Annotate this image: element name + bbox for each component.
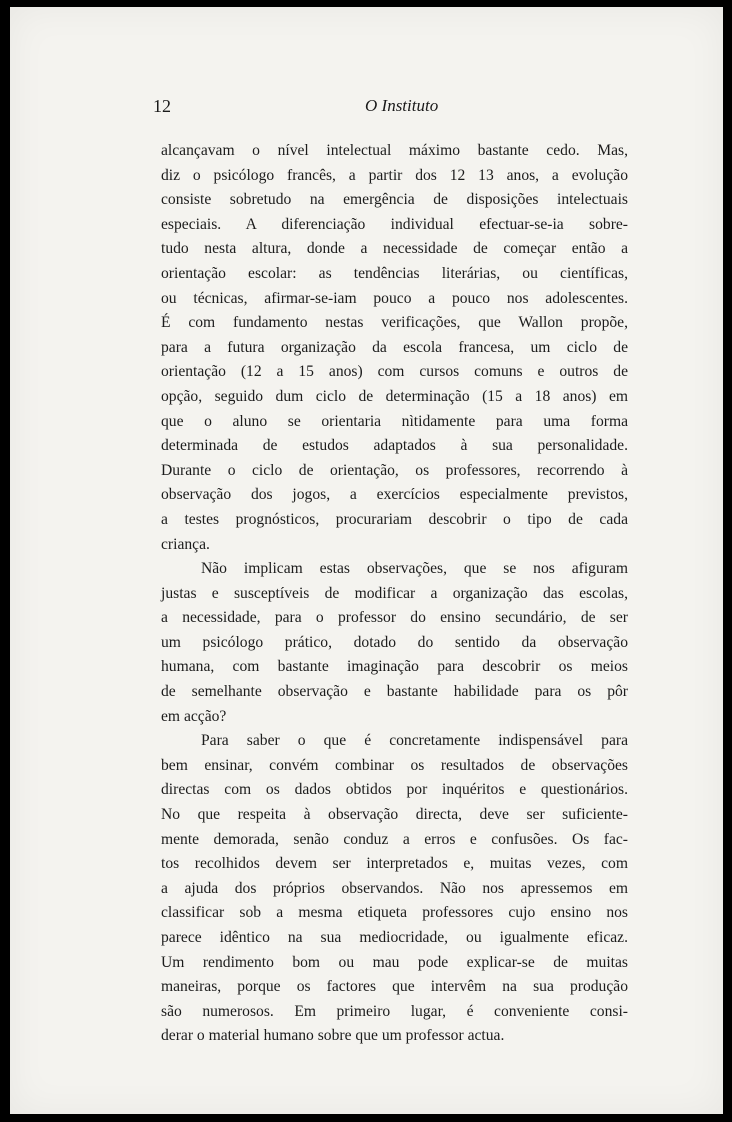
text-line: É com fundamento nestas verificações, que Wallon propõe,	[161, 314, 628, 332]
text-line: Um rendimento bom ou mau pode explicar-se de muitas	[161, 953, 628, 971]
text-line: derar o material humano sobre que um professor actua.	[161, 1027, 505, 1045]
book-page	[10, 7, 723, 1114]
text-line: maneiras, porque os factores que intervêm na sua produção	[161, 978, 628, 996]
text-line: orientação (12 a 15 anos) com cursos comuns e outros de	[161, 363, 628, 381]
text-line: bem ensinar, convém combinar os resultados de observações	[161, 756, 628, 774]
text-line: mente demorada, senão conduz a erros e confusões. Os fac-	[161, 830, 628, 848]
text-line: alcançavam o nível intelectual máximo bastante cedo. Mas,	[161, 142, 628, 159]
text-line: criança.	[161, 535, 210, 553]
text-line: directas com os dados obtidos por inquéritos e questionários.	[161, 781, 628, 799]
paragraph	[161, 557, 628, 729]
text-line: opção, seguido dum ciclo de determinação (15 a 18 anos) em	[161, 387, 628, 405]
text-line: especiais. A diferenciação individual efectuar-se-ia sobre-	[161, 215, 628, 233]
text-line: consiste sobretudo na emergência de disposições intelectuais	[161, 191, 628, 209]
text-line: Durante o ciclo de orientação, os professores, recorrendo à	[161, 461, 628, 479]
text-line: de semelhante observação e bastante habilidade para os pôr	[161, 683, 628, 701]
text-line: tudo nesta altura, donde a necessidade de começar então a	[161, 240, 628, 258]
text-line: Não implicam estas observações, que se nos afiguram	[201, 560, 628, 578]
text-line: orientação escolar: as tendências literárias, ou científicas,	[161, 264, 628, 282]
text-line: tos recolhidos devem ser interpretados e, muitas vezes, com	[161, 855, 628, 873]
text-line: ou técnicas, afirmar-se-iam pouco a pouco nos adolescentes.	[161, 289, 628, 307]
text-line: parece idêntico na sua mediocridade, ou igualmente eficaz.	[161, 929, 628, 946]
paragraph	[161, 139, 628, 557]
text-line: No que respeita à observação directa, deve ser suficiente-	[161, 806, 628, 824]
running-title: O Instituto	[365, 96, 439, 115]
page-number: 12	[153, 96, 171, 116]
text-line: diz o psicólogo francês, a partir dos 12 13 anos, a evolução	[161, 166, 628, 184]
text-line: observação dos jogos, a exercícios especialmente previstos,	[161, 486, 628, 504]
text-line: humana, com bastante imaginação para descobrir os meios	[161, 658, 628, 676]
text-line: a testes prognósticos, procurariam descobrir o tipo de cada	[161, 510, 628, 528]
text-line: para a futura organização da escola francesa, um ciclo de	[161, 338, 628, 356]
text-line: em acção?	[161, 707, 227, 725]
text-line: justas e susceptíveis de modificar a organização das escolas,	[161, 584, 628, 602]
text-line: determinada de estudos adaptados à sua personalidade.	[161, 437, 628, 455]
text-line: que o aluno se orientaria nìtidamente para uma forma	[161, 412, 628, 430]
text-line: classificar sob a mesma etiqueta professores cujo ensino nos	[161, 904, 628, 922]
text-line: um psicólogo prático, dotado do sentido da observação	[161, 633, 628, 651]
text-line: são numerosos. Em primeiro lugar, é conveniente consi-	[161, 1002, 628, 1020]
text-line: Para saber o que é concretamente indispensável para	[201, 732, 628, 750]
text-line: a necessidade, para o professor do ensino secundário, de ser	[161, 609, 628, 627]
paragraph	[161, 729, 628, 1049]
page-header	[10, 96, 723, 118]
body-text	[161, 139, 628, 1049]
text-line: a ajuda dos próprios observandos. Não nos apressemos em	[161, 879, 628, 897]
